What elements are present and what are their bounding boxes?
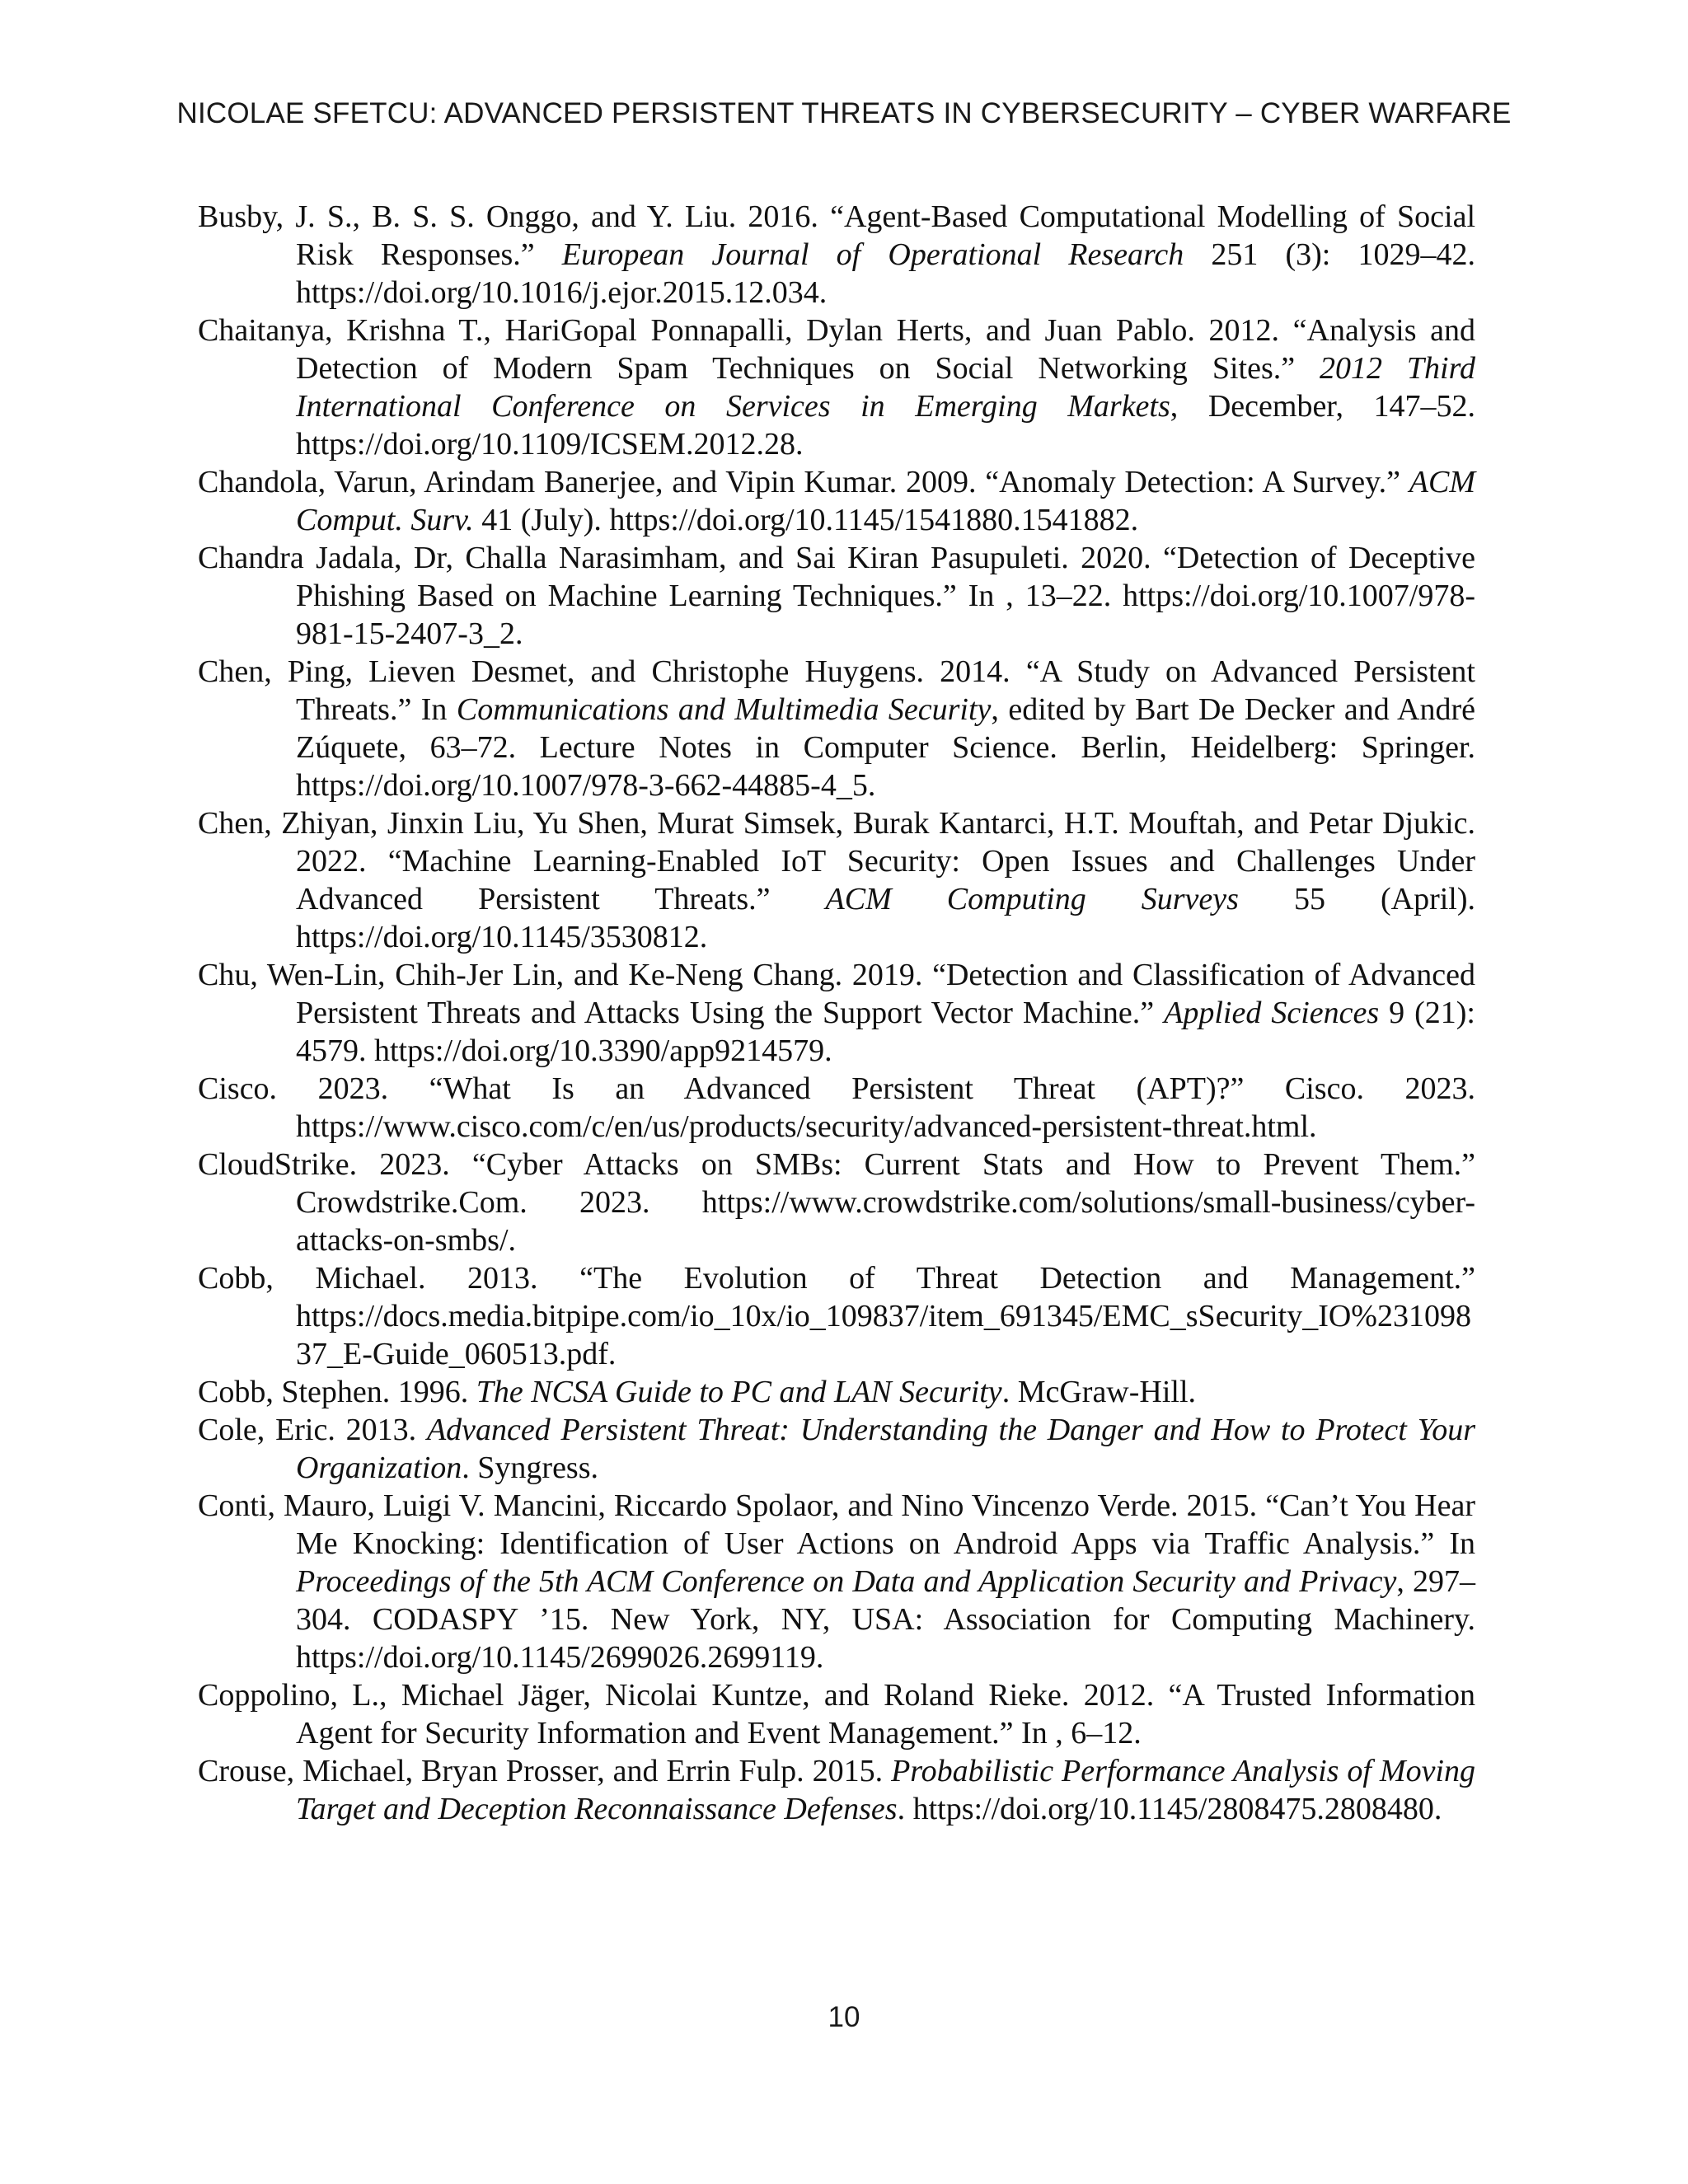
- reference-text: Chen, Ping, Lieven Desmet, and Christophe Huygens. 2014. “A Study on Advanced Persistent Threats.” In: [198, 654, 1475, 727]
- reference-entry: [198, 1752, 1475, 1828]
- reference-text: , 297–304. CODASPY ’15. New York, NY, USA: Association for Computing Machinery. https://doi.org/10.1145/2699026.2699119.: [296, 1564, 1476, 1675]
- page-number: 10: [828, 2001, 860, 2033]
- reference-text: Chu, Wen-Lin, Chih-Jer Lin, and Ke-Neng Chang. 2019. “Detection and Classification of Advanced Persistent Threats and Attacks Using the Support Vector Machine.”: [198, 958, 1475, 1030]
- reference-text: Chandra Jadala, Dr, Challa Narasimham, and Sai Kiran Pasupuleti. 2020. “Detection of Deceptive Phishing Based on Machine Learning Techniques.” In , 13–22. https://doi.org/10.1007/978-981-15-2407-3_2.: [198, 541, 1475, 651]
- reference-italic-title: Probabilistic Performance Analysis of Moving Target and Deception Reconnaissance Defenses: [296, 1754, 1475, 1826]
- reference-text: Coppolino, L., Michael Jäger, Nicolai Kuntze, and Roland Rieke. 2012. “A Trusted Information Agent for Security Information and Event Management.” In , 6–12.: [198, 1678, 1475, 1750]
- running-header: NICOLAE SFETCU: ADVANCED PERSISTENT THREATS IN CYBERSECURITY – CYBER WARFARE: [176, 97, 1512, 129]
- reference-text: , edited by Bart De Decker and André Zúquete, 63–72. Lecture Notes in Computer Science. Berlin, Heidelberg: Springer. https://doi.org/10.1007/978-3-662-44885-4_5.: [296, 692, 1475, 803]
- reference-text: . McGraw-Hill.: [1001, 1375, 1197, 1409]
- reference-entry: [198, 653, 1475, 804]
- reference-text: 9 (21): 4579. https://doi.org/10.3390/app9214579.: [296, 996, 1475, 1068]
- reference-italic-title: The NCSA Guide to PC and LAN Security: [476, 1375, 1002, 1409]
- reference-text: Cobb, Michael. 2013. “The Evolution of Threat Detection and Management.” https://docs.media.bitpipe.com/io_10x/io_109837/item_691345/EMC_sSecurity_IO%23109837_E-Guide_060513.pdf.: [198, 1261, 1475, 1371]
- reference-italic-title: ACM Comput. Surv.: [296, 465, 1475, 537]
- reference-text: Conti, Mauro, Luigi V. Mancini, Riccardo Spolaor, and Nino Vincenzo Verde. 2015. “Can’t You Hear Me Knocking: Identification of User Actions on Android Apps via Traffic Analysis.” In: [198, 1488, 1475, 1561]
- reference-italic-title: Advanced Persistent Threat: Understanding the Danger and How to Protect Your Organization: [296, 1413, 1476, 1485]
- reference-italic-title: Applied Sciences: [1164, 996, 1380, 1030]
- reference-entry: [198, 1070, 1475, 1146]
- reference-text: Chen, Zhiyan, Jinxin Liu, Yu Shen, Murat Simsek, Burak Kantarci, H.T. Mouftah, and Petar Djukic. 2022. “Machine Learning-Enabled IoT Security: Open Issues and Challenges Under Advanced Persistent Threats.”: [198, 806, 1475, 916]
- reference-entry: [198, 1146, 1475, 1259]
- reference-text: Chaitanya, Krishna T., HariGopal Ponnapalli, Dylan Herts, and Juan Pablo. 2012. “Analysis and Detection of Modern Spam Techniques on Social Networking Sites.”: [198, 313, 1475, 386]
- reference-entry: [198, 198, 1475, 312]
- reference-text: 55 (April). https://doi.org/10.1145/3530812.: [296, 882, 1475, 954]
- reference-entry: [198, 1259, 1475, 1373]
- reference-text: Chandola, Varun, Arindam Banerjee, and Vipin Kumar. 2009. “Anomaly Detection: A Survey.”: [198, 465, 1409, 499]
- reference-text: . Syngress.: [462, 1451, 599, 1485]
- reference-text: CloudStrike. 2023. “Cyber Attacks on SMBs: Current Stats and How to Prevent Them.” Crowdstrike.Com. 2023. https://www.crowdstrike.com/solutions/small-business/cyber-attacks-on-smbs/.: [198, 1147, 1475, 1258]
- reference-italic-title: ACM Computing Surveys: [825, 882, 1239, 916]
- reference-entry: [198, 1373, 1475, 1411]
- reference-entry: [198, 539, 1475, 653]
- reference-text: 41 (July). https://doi.org/10.1145/1541880.1541882.: [473, 503, 1139, 537]
- reference-italic-title: 2012 Third International Conference on Services in Emerging Markets: [296, 351, 1475, 424]
- reference-entry: [198, 1411, 1475, 1487]
- reference-list: [198, 198, 1475, 1828]
- reference-entry: [198, 804, 1475, 956]
- reference-text: . https://doi.org/10.1145/2808475.2808480.: [897, 1792, 1442, 1826]
- reference-text: Cole, Eric. 2013.: [198, 1413, 427, 1447]
- reference-entry: [198, 463, 1475, 539]
- reference-entry: [198, 956, 1475, 1070]
- reference-text: Cobb, Stephen. 1996.: [198, 1375, 476, 1409]
- reference-entry: [198, 1676, 1475, 1752]
- reference-text: Crouse, Michael, Bryan Prosser, and Errin Fulp. 2015.: [198, 1754, 892, 1788]
- reference-text: Busby, J. S., B. S. S. Onggo, and Y. Liu. 2016. “Agent-Based Computational Modelling of Social Risk Responses.”: [198, 199, 1475, 272]
- reference-italic-title: Communications and Multimedia Security: [456, 692, 992, 727]
- reference-italic-title: Proceedings of the 5th ACM Conference on Data and Application Security and Privacy: [296, 1564, 1397, 1599]
- reference-text: , December, 147–52. https://doi.org/10.1109/ICSEM.2012.28.: [296, 389, 1475, 462]
- reference-text: 251 (3): 1029–42. https://doi.org/10.1016/j.ejor.2015.12.034.: [296, 237, 1475, 310]
- reference-text: Cisco. 2023. “What Is an Advanced Persistent Threat (APT)?” Cisco. 2023. https://www.cisco.com/c/en/us/products/security/advanced-persistent-threat.html.: [198, 1071, 1475, 1144]
- reference-entry: [198, 1487, 1475, 1676]
- reference-italic-title: European Journal of Operational Research: [561, 237, 1184, 272]
- reference-entry: [198, 312, 1475, 463]
